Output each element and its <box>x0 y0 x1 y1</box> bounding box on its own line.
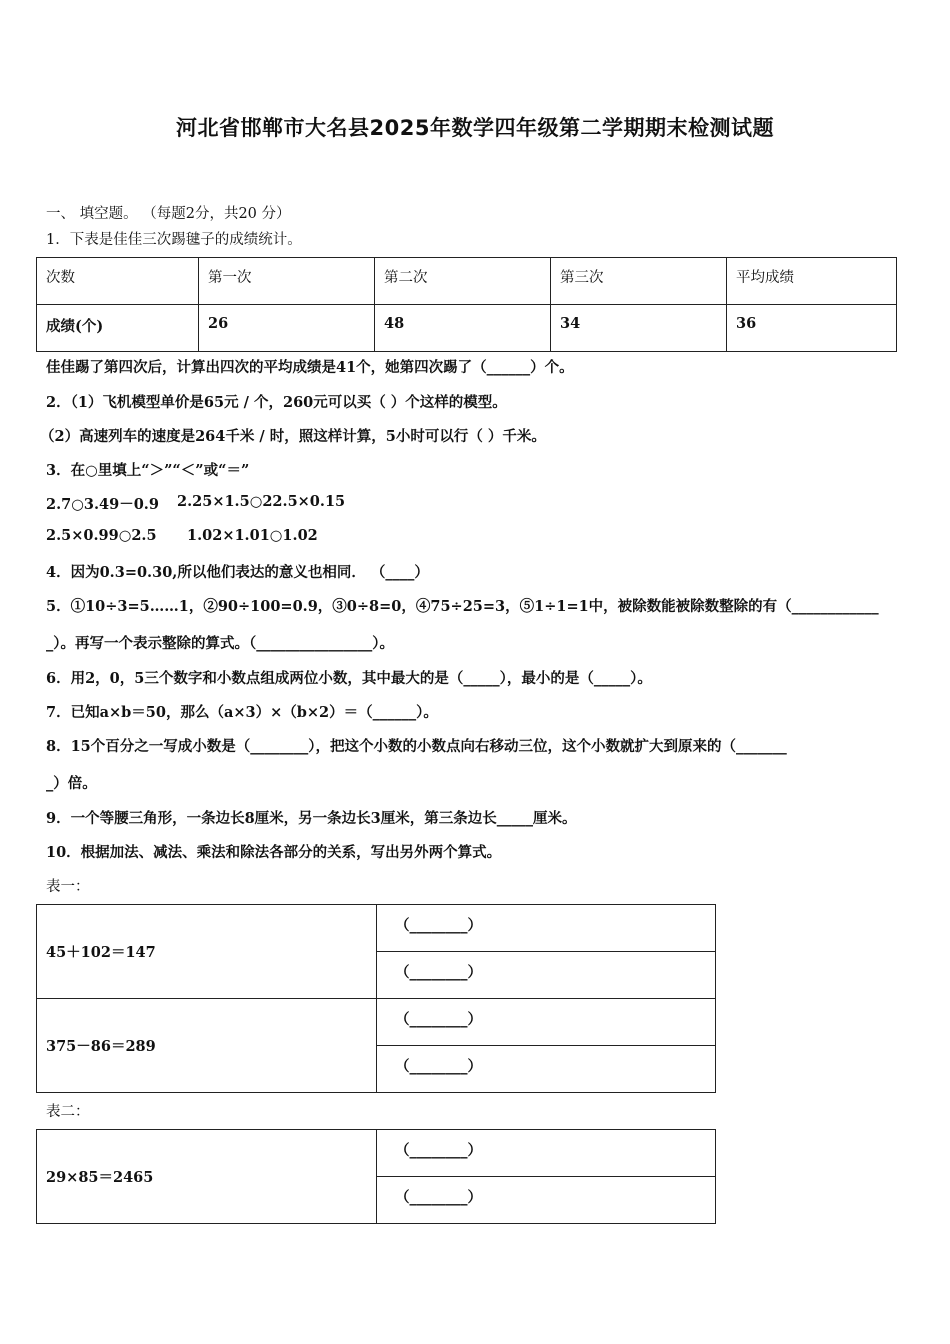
value-cell: 26 <box>199 305 375 352</box>
value-cell: 34 <box>551 305 727 352</box>
header-cell: 次数 <box>37 258 199 305</box>
table-row <box>37 1130 716 1177</box>
question-3-item: 1.02×1.01○1.02 <box>187 527 318 544</box>
expression-cell: 45＋102＝147 <box>37 905 377 999</box>
answer-blank[interactable]: （________） <box>377 952 716 999</box>
page-title: 河北省邯郸市大名县2025年数学四年级第二学期期末检测试题 <box>176 116 774 140</box>
question-8-line-1: 8．15个百分之一写成小数是（________），把这个小数的小数点向右移动三位，这个小数就扩大到原来的（_______ <box>46 738 787 755</box>
question-4: 4．因为0.3=0.30,所以他们表达的意义也相同． （____） <box>46 564 429 581</box>
question-10-stem: 10．根据加法、减法、乘法和除法各部分的关系，写出另外两个算式。 <box>46 844 502 861</box>
question-7: 7．已知a×b＝50，那么（a×3）×（b×2）＝（______）。 <box>46 704 438 721</box>
question-1-followup: 佳佳踢了第四次后，计算出四次的平均成绩是41个，她第四次踢了（______）个。 <box>46 359 574 376</box>
question-2-part-1: 2．（1）飞机模型单价是65元 / 个，260元可以买（ ）个这样的模型。 <box>46 394 507 411</box>
question-1-stem: 1．下表是佳佳三次踢毽子的成绩统计。 <box>46 232 302 248</box>
question-3-item: 2.7○3.49－0.9 <box>46 496 159 513</box>
value-cell: 36 <box>727 305 897 352</box>
relation-table-2 <box>36 1129 716 1224</box>
expression-cell: 375－86＝289 <box>37 999 377 1093</box>
question-3-stem: 3．在○里填上“＞”“＜”或“＝” <box>46 462 250 479</box>
answer-blank[interactable]: （________） <box>377 1130 716 1177</box>
table-row <box>37 905 716 952</box>
answer-blank[interactable]: （________） <box>377 905 716 952</box>
table-row <box>37 999 716 1046</box>
header-cell: 第一次 <box>199 258 375 305</box>
table-2-label: 表二： <box>46 1104 90 1120</box>
question-5-line-2: _）。再写一个表示整除的算式。（________________）。 <box>46 635 394 652</box>
value-cell: 成绩(个) <box>37 305 199 352</box>
relation-table-1 <box>36 904 716 1093</box>
header-cell: 第二次 <box>375 258 551 305</box>
question-5-line-1: 5．①10÷3=5……1，②90÷100=0.9，③0÷8=0，④75÷25=3，⑤1÷1=1中，被除数能被除数整除的有（____________ <box>46 598 879 615</box>
question-3-item: 2.5×0.99○2.5 <box>46 527 157 544</box>
question-8-line-2: _）倍。 <box>46 775 97 792</box>
question-9: 9．一个等腰三角形，一条边长8厘米，另一条边长3厘米，第三条边长_____厘米。 <box>46 810 577 827</box>
score-table-value-row <box>37 305 897 352</box>
answer-blank[interactable]: （________） <box>377 1046 716 1093</box>
header-cell: 平均成绩 <box>727 258 897 305</box>
section-heading: 一、 填空题。 （每题2分，共20 分） <box>46 206 291 222</box>
score-table-header-row <box>37 258 897 305</box>
score-table <box>36 257 897 352</box>
question-6: 6．用2，0，5三个数字和小数点组成两位小数，其中最大的是（_____），最小的是（_____）。 <box>46 670 652 687</box>
question-2-part-2: （2）高速列车的速度是264千米 / 时，照这样计算，5小时可以行（ ）千米。 <box>40 428 546 445</box>
answer-blank[interactable]: （________） <box>377 999 716 1046</box>
value-cell: 48 <box>375 305 551 352</box>
question-3-item: 2.25×1.5○22.5×0.15 <box>177 493 346 510</box>
header-cell: 第三次 <box>551 258 727 305</box>
answer-blank[interactable]: （________） <box>377 1177 716 1224</box>
table-1-label: 表一： <box>46 879 90 895</box>
expression-cell: 29×85＝2465 <box>37 1130 377 1224</box>
